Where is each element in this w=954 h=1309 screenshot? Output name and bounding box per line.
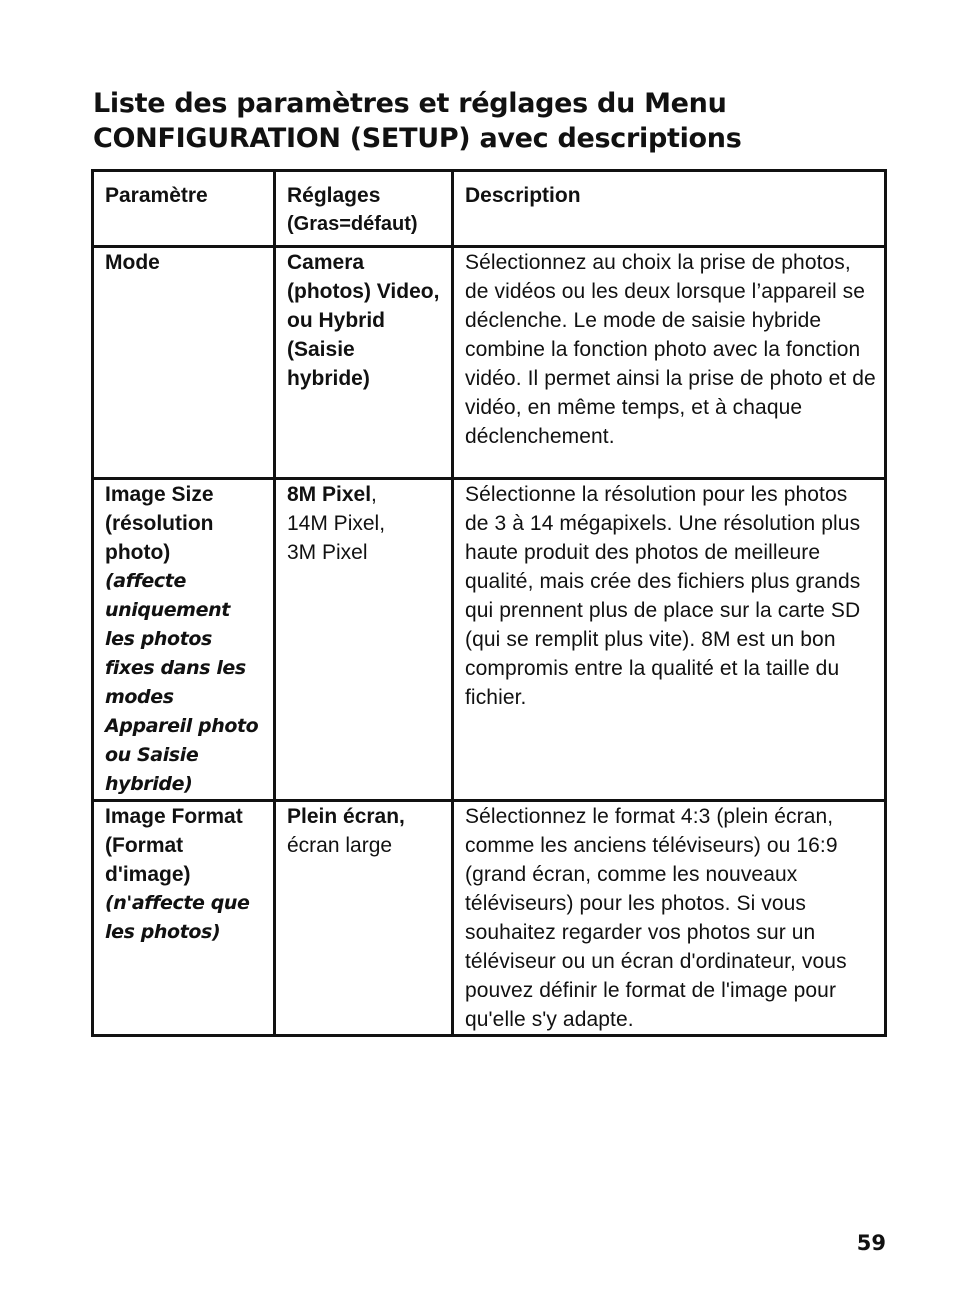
settings-option: 3M Pixel — [287, 541, 368, 564]
settings-cell — [275, 801, 453, 1036]
settings-default: 8M Pixel — [287, 483, 372, 506]
table-row — [93, 479, 886, 801]
page-title-line-2: CONFIGURATION (SETUP) avec descriptions — [93, 123, 742, 154]
param-name: Mode — [105, 251, 160, 274]
table-row — [93, 801, 886, 1036]
param-note: (affecte uniquement les photos fixes dans les modes Appareil photo ou Saisie hybride) — [105, 570, 259, 795]
description-cell: Sélectionnez le format 4:3 (plein écran, comme les anciens téléviseurs) ou 16:9 (grand écran, comme les nouveaux téléviseurs) pour les photos. Si vous souhaitez regarder vos photos sur un téléviseur ou un écran d'ordinateur, vous pouvez définir le format de l'image pour qu'elle s'y adapte. — [453, 801, 886, 1036]
settings-default: Plein écran, — [287, 805, 405, 828]
param-name: Image Format (Format d'image) — [105, 805, 243, 886]
param-note: (n'affecte que les photos) — [105, 892, 250, 943]
table-row — [93, 247, 886, 479]
table-header-row — [93, 171, 886, 247]
header-description — [453, 171, 886, 247]
param-cell — [93, 801, 275, 1036]
settings-separator: , — [371, 483, 377, 506]
header-description-label: Description — [465, 184, 581, 207]
settings-cell — [275, 479, 453, 801]
settings-option: écran large — [287, 834, 393, 857]
param-cell — [93, 247, 275, 479]
header-settings-note: (Gras=défaut) — [287, 213, 418, 235]
settings-table — [91, 169, 887, 1037]
page-number: 59 — [856, 1231, 886, 1255]
description-cell: Sélectionnez au choix la prise de photos, de vidéos ou les deux lorsque l’appareil se déclenche. Le mode de saisie hybride combine la fonction photo avec la fonction vidéo. Il permet ainsi la prise de photo et de vidéo, en même temps, et à chaque déclenchement. — [453, 247, 886, 479]
header-settings — [275, 171, 453, 247]
param-name: Image Size (résolution photo) — [105, 483, 214, 564]
description-cell: Sélectionne la résolution pour les photos de 3 à 14 mégapixels. Une résolution plus haute produit des photos de meilleure qualité, mais crée des fichiers plus grands qui prennent plus de place sur la carte SD (qui se remplit plus vite). 8M est un bon compromis entre la qualité et la taille du fichier. — [453, 479, 886, 801]
settings-default: Camera (photos) Video, ou Hybrid (Saisie hybride) — [287, 251, 440, 390]
page-title-line-1: Liste des paramètres et réglages du Menu — [93, 88, 727, 119]
settings-cell — [275, 247, 453, 479]
header-param — [93, 171, 275, 247]
page-title — [93, 86, 893, 156]
param-cell — [93, 479, 275, 801]
header-param-label: Paramètre — [105, 184, 208, 207]
settings-option: 14M Pixel, — [287, 512, 386, 535]
header-settings-label: Réglages — [287, 184, 381, 207]
